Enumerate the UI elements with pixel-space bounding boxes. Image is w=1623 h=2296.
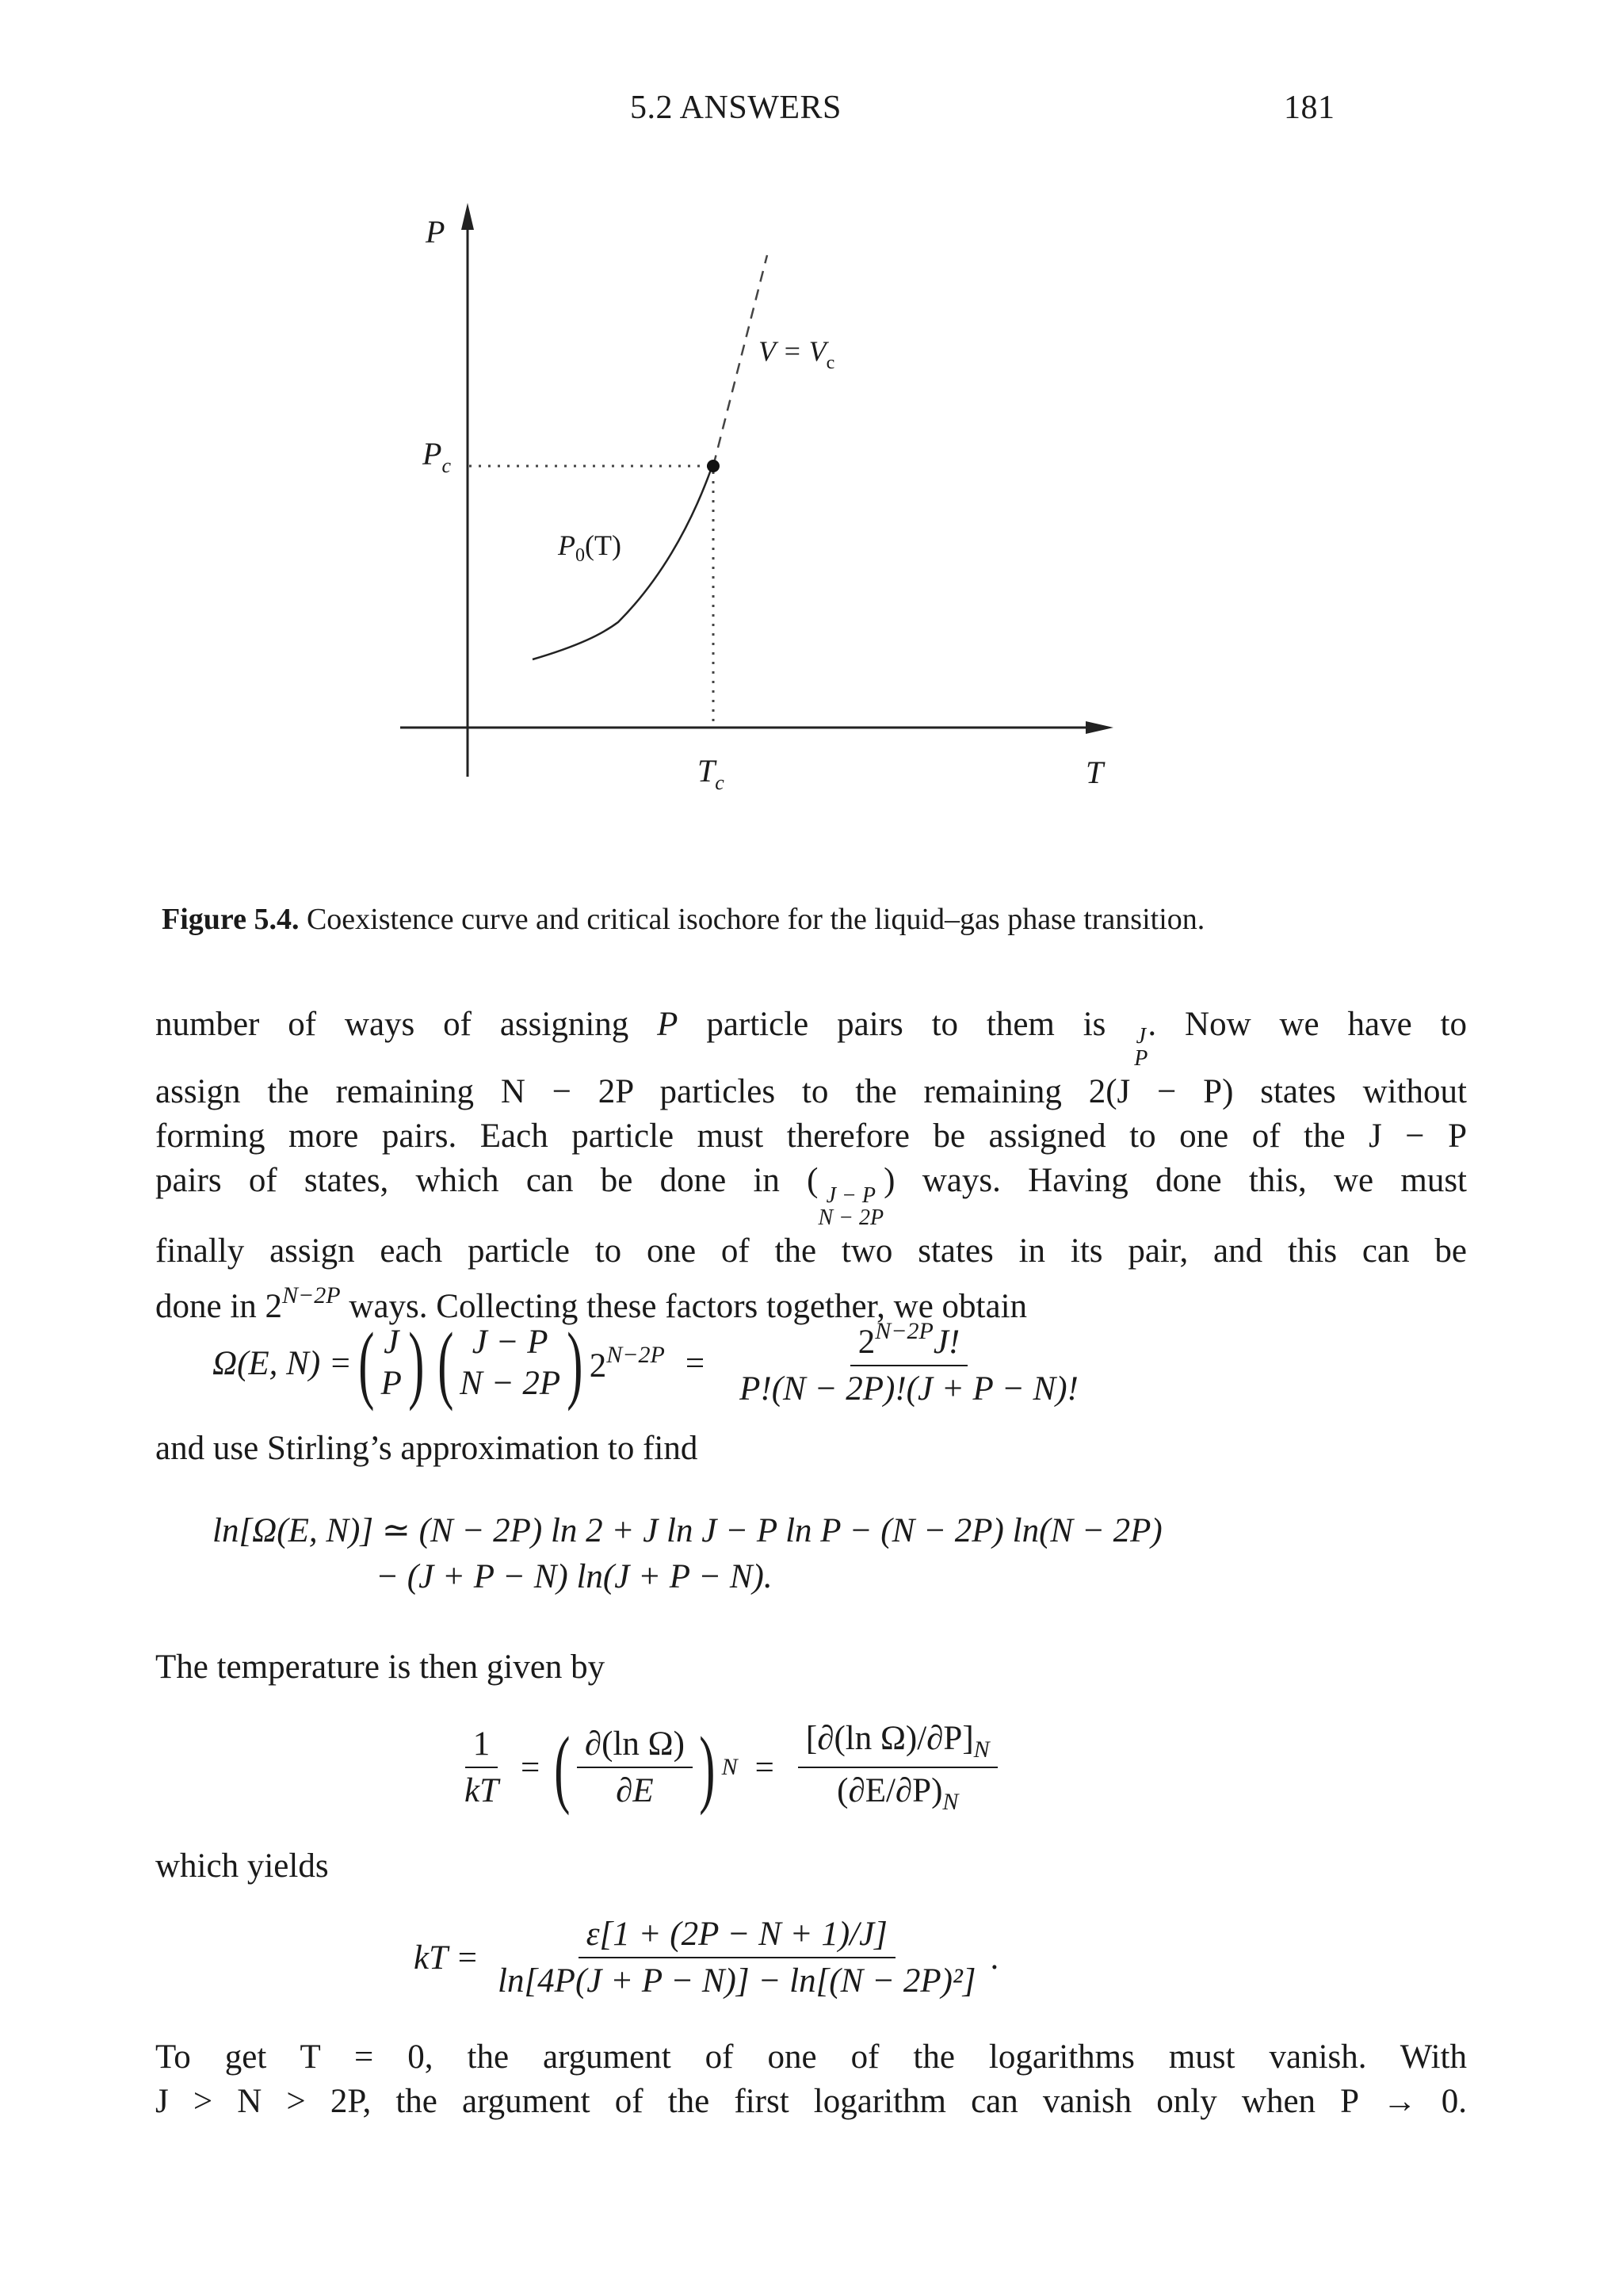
paragraph-1 bbox=[155, 1003, 1467, 1329]
binom-j-p: ( J P ) bbox=[358, 1315, 425, 1412]
eq4-fraction: $\frac{\varepsilon[1 + (2P - N + 1)/J]}{\text{ln[4P(J + P − N)] − ln[(N − 2P)²]}}$ bbox=[498, 1916, 976, 2000]
paragraph-5 bbox=[155, 2035, 1467, 2124]
equation-kt: kT = $\frac{\varepsilon[1 + (2P - N + 1)/J]}{\text{ln[4P(J + P − N)] − ln[(N − 2P)²]}}$ . bbox=[414, 1916, 999, 2000]
p1-line-5: finally assign each particle to one of the two states in its pair, and this can be bbox=[155, 1232, 1467, 1270]
text-which-yields: which yields bbox=[155, 1847, 329, 1885]
x-axis-arrowhead bbox=[1086, 721, 1113, 734]
text-temperature: The temperature is then given by bbox=[155, 1648, 605, 1686]
running-head: 5.2 ANSWERS bbox=[630, 90, 842, 126]
tc-label: $T_c$ bbox=[697, 753, 724, 794]
equation-omega: Ω(E, N) = ( J P ) ( J − P N − 2P ) $2^{N-2P}$ = $\frac{2^{N-2P}J!}{P!(N - 2P)!(J + P - N)!}$ bbox=[212, 1300, 1093, 1427]
caption-label: Figure 5.4. bbox=[162, 903, 300, 936]
pc-label: $P_c$ bbox=[422, 436, 451, 477]
phase-diagram bbox=[0, 0, 1623, 888]
caption-text: Coexistence curve and critical isochore for the liquid–gas phase transition. bbox=[306, 903, 1205, 936]
eq3-frac-3: $\frac{[\partial(\ln \Omega)/\partial P]_N}{(\partial E/\partial P)_N}$ bbox=[798, 1719, 998, 1816]
curve-label: $P_0(T)$ bbox=[558, 529, 621, 566]
isochore-label: $V = V_c$ bbox=[758, 335, 835, 373]
p1-line-3: forming more pairs. Each particle must therefore be assigned to one of the J − P bbox=[155, 1117, 1467, 1155]
p1-line-6: done in $2^{N-2P}$ ways. Collecting these factors together, we obtain bbox=[155, 1282, 1028, 1325]
text-stirling: and use Stirling’s approximation to find bbox=[155, 1430, 698, 1467]
p1-line-4: pairs of states, which can be done in ( J − P N − 2P ) ways. Having done this, we must bbox=[155, 1162, 1467, 1230]
eq1-fraction: $\frac{2^{N-2P}J!}{P!(N - 2P)!(J + P - N)!}$ bbox=[739, 1318, 1079, 1408]
binom-jp-n2p: ( J − P N − 2P ) bbox=[437, 1315, 583, 1412]
y-axis-arrowhead bbox=[461, 203, 474, 230]
eq3-frac-1: $\frac{1}{kT}$ bbox=[464, 1725, 498, 1809]
equation-ln-omega-line-2: − (J + P − N) ln(J + P − N). bbox=[376, 1558, 773, 1595]
coexistence-curve bbox=[533, 468, 712, 659]
eq3-partial: ( $\frac{\text{∂(ln Ω)}}{\partial E}$ ) N bbox=[554, 1719, 738, 1816]
p1-line-2: assign the remaining N − 2P particles to the remaining 2(J − P) states without bbox=[155, 1073, 1467, 1110]
eq1-power: $2^{N-2P}$ bbox=[589, 1341, 665, 1385]
x-axis-label: T bbox=[1086, 755, 1104, 790]
p1-line-1: number of ways of assigning P particle pairs to them is J P . Now we have to bbox=[155, 1006, 1468, 1071]
equation-temperature: $\frac{1}{kT}$ = ( $\frac{\text{∂(ln Ω)}}{\partial E}$ ) N = $\frac{[\partial(\ln \Omega)/\partial P]_N}{(\partial E/\partial P)_N}$ bbox=[450, 1704, 1004, 1831]
equation-ln-omega-line-1: ln[Ω(E, N)] ≃ (N − 2P) ln 2 + J ln J − P ln P − (N − 2P) ln(N − 2P) bbox=[212, 1512, 1163, 1549]
critical-point bbox=[707, 460, 720, 472]
y-axis-label: P bbox=[426, 214, 445, 250]
p5-line-1: To get T = 0, the argument of one of the logarithms must vanish. With bbox=[155, 2038, 1467, 2076]
p5-line-2: J > N > 2P, the argument of the first logarithm can vanish only when P → 0. bbox=[155, 2083, 1467, 2120]
figure-caption bbox=[162, 902, 1461, 937]
eq1-lhs: Ω(E, N) = bbox=[212, 1344, 352, 1382]
page-number: 181 bbox=[1284, 90, 1335, 126]
